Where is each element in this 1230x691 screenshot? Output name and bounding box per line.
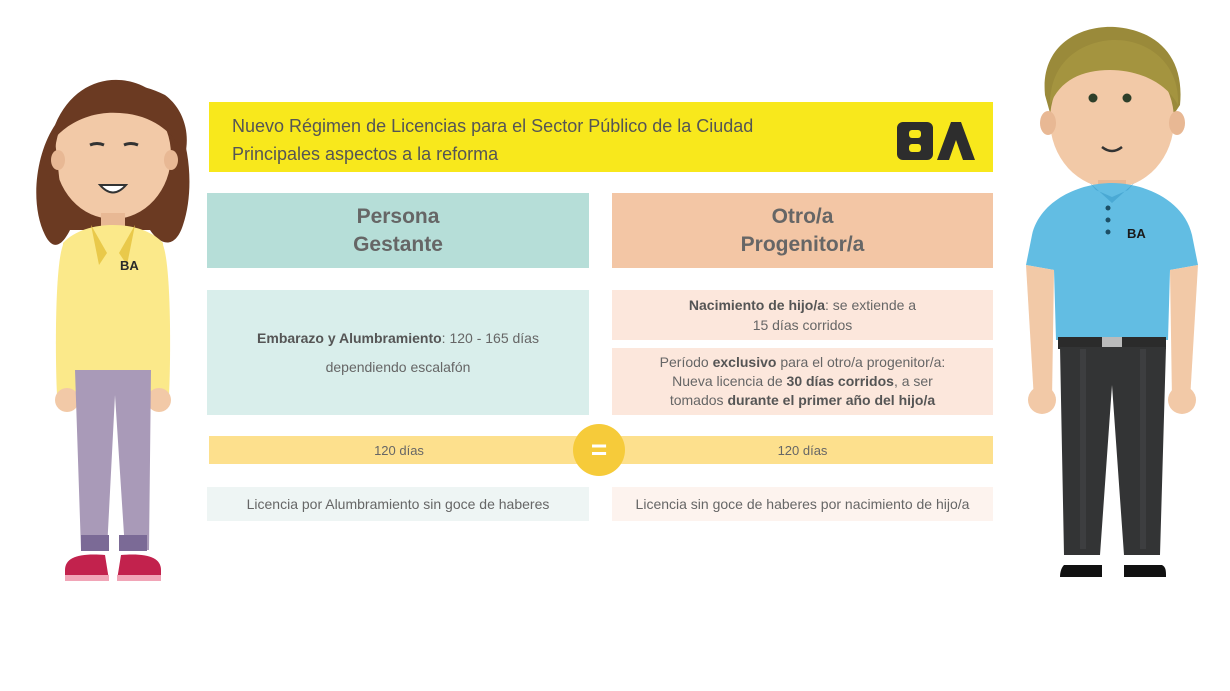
man-illustration <box>1020 25 1200 580</box>
right-body-box1 <box>612 290 993 340</box>
left-heading-line1: Persona <box>356 204 440 228</box>
right-box1-rest: : se extiende a <box>825 297 917 313</box>
right-box2-line3-bold: durante el primer año del hijo/a <box>727 392 936 408</box>
right-days-bar: 120 días <box>612 436 993 464</box>
right-box2-line1-b: para el otro/a progenitor/a: <box>776 354 946 370</box>
right-heading-line1: Otro/a <box>771 204 834 228</box>
persona-gestante-heading <box>207 193 589 268</box>
left-heading-line2: Gestante <box>353 232 443 256</box>
header-title-line1: Nuevo Régimen de Licencias para el Sector Público de la Ciudad <box>232 116 754 136</box>
header-title-line2: Principales aspectos a la reforma <box>232 144 499 164</box>
right-note: Licencia sin goce de haberes por nacimiento de hijo/a <box>612 487 993 521</box>
left-note: Licencia por Alumbramiento sin goce de haberes <box>207 487 589 521</box>
right-box1-line2: 15 días corridos <box>752 317 853 333</box>
left-days-bar: 120 días <box>209 436 589 464</box>
right-box2-line1-bold: exclusivo <box>712 354 777 370</box>
left-body-rest: : 120 - 165 días <box>441 329 539 346</box>
right-box2-line2-a: Nueva licencia de <box>672 373 787 389</box>
left-body-bold: Embarazo y Alumbramiento <box>257 329 442 346</box>
otro-progenitor-heading <box>612 193 993 268</box>
right-box2-line2-b: , a ser <box>893 373 933 389</box>
equal-sign-badge: = <box>573 424 625 476</box>
woman-illustration <box>25 65 200 590</box>
woman-badge: BA <box>120 258 139 273</box>
right-body-box2 <box>612 348 993 415</box>
ba-logo-text: BA <box>895 118 897 119</box>
ba-logo <box>895 118 975 162</box>
right-box2-line1-a: Período <box>659 354 713 370</box>
right-heading-line2: Progenitor/a <box>740 232 865 256</box>
left-body-box <box>207 290 589 415</box>
right-box1-bold: Nacimiento de hijo/a <box>688 297 826 313</box>
man-badge: BA <box>1127 226 1146 241</box>
left-body-line2: dependiendo escalafón <box>325 358 471 375</box>
right-box2-line3-a: tomados <box>669 392 728 408</box>
right-box2-line2-bold: 30 días corridos <box>786 373 894 389</box>
